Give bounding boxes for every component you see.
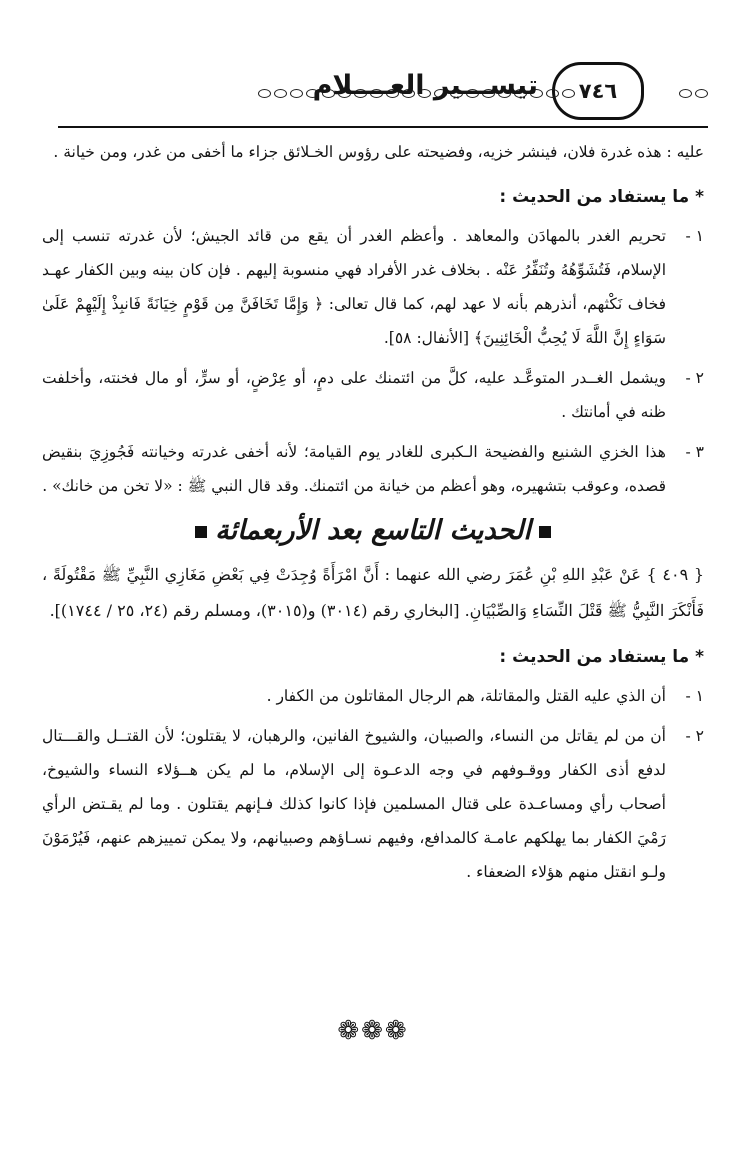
item-number: ٢ - xyxy=(685,727,704,745)
book-title: تيســـير العــــلام xyxy=(312,70,538,101)
section-heading-1: * ما يستفاد من الحديث : xyxy=(499,187,704,207)
page-number: ٧٤٦ xyxy=(578,79,618,103)
item-number: ١ - xyxy=(685,227,704,245)
item-number: ١ - xyxy=(685,687,704,705)
list-item xyxy=(42,219,704,355)
item-number: ٢ - xyxy=(685,369,704,387)
item-text: أن الذي عليه القتل والمقاتلة، هم الرجال المقاتلون من الكفار . xyxy=(266,687,666,705)
header-ornament-right xyxy=(679,89,708,98)
header-rule xyxy=(58,126,708,128)
item-number: ٣ - xyxy=(685,443,704,461)
list-item xyxy=(42,435,704,503)
list-item xyxy=(42,361,704,429)
square-bullet-icon xyxy=(195,526,207,538)
hadith-title-text: الحديث التاسع بعد الأربعمائة xyxy=(215,515,531,546)
item-text: هذا الخزي الشنيع والفضيحة الـكبرى للغادر يوم القيامة؛ لأنه أخفى غدرته وخيانته فَجُوزِيَ بنقيض قصده، وعوقب بتشهيره، وهو أعظم من خيانة من ائتمنك. وقد قال النبي ﷺ : «لا تخن من خانك» . xyxy=(42,443,666,495)
list-item xyxy=(42,719,704,889)
hadith-title xyxy=(42,511,704,551)
page-header xyxy=(58,62,708,128)
list-item xyxy=(42,679,704,713)
flower-ornament-icon: ❁❁❁ xyxy=(337,1016,409,1046)
intro-paragraph: عليه : هذه غدرة فلان، فينشر خزيه، وفضيحته على رؤوس الخـلائق جزاء ما أخفى من غدر، ومن خيانة . xyxy=(53,143,704,161)
square-bullet-icon xyxy=(539,526,551,538)
item-text: تحريم الغدر بالمهادَن والمعاهد . وأعظم الغدر أن يقع من قائد الجيش؛ لأن غدرته تنسب إلى الإسلام، فَتُشَوِّهُهُ وتُنَفِّرُ عَنْه . بخلاف غدر الأفراد فهي منسوبة إليهم . فإن كان بينه وبين الكفار عهـد فخاف نَكْثهم، أنذرهم بأنه لا عهد لهم، كما قال تعالى: ﴿ وَإِمَّا تَخَافَنَّ مِن قَوْمٍ خِيَانَةً فَانبِذْ إِلَيْهِمْ عَلَىٰ سَوَاءٍ إِنَّ اللَّهَ لَا يُحِبُّ الْخَائِنِينَ﴾ [الأنفال: ٥٨]. xyxy=(42,227,666,347)
item-text: ويشمل الغــدر المتوعَّـد عليه، كلَّ من ائتمنك على دمٍ، أو عِرْضٍ، أو سرٍّ، أو مال فخنته، وأخلفت ظنه في أمانتك . xyxy=(42,369,666,421)
hadith-text: { ٤٠٩ } عَنْ عَبْدِ اللهِ بْنِ عُمَرَ رضي الله عنهما : أَنَّ امْرَأَةً وُجِدَتْ فِي بَعْضِ مَغَازِي النَّبِيِّ ﷺ مَقْتُولَةً ، فَأَنْكَرَ النَّبِيُّ ﷺ قَتْلَ النِّسَاءِ وَالصِّبْيَانِ. [البخاري رقم (٣٠١٤) و(٣٠١٥)، ومسلم رقم (٢٤، ٢٥ / ١٧٤٤)]. xyxy=(42,565,705,620)
item-text: أن من لم يقاتل من النساء، والصبيان، والشيوخ الفانين، والرهبان، لا يقتلون؛ لأن القتــل والقـــتال لدفع أذى الكفار ووقـوفهم في وجه الدعـوة إلى الإسلام، ما لم يكن هــؤلاء النساء والشيوخ، أصحاب رأي ومساعـدة على قتال المسلمين فإذا كانوا كذلك فـإنهم يقتلون . وما لم يقـتض الرأي رَمْيَ الكفار بما يهلكهم عامـة كالمدافع، وفيهم نسـاؤهم وصبيانهم، ولا يمكن تمييزهم عنهم، فَيُرْمَوْنَ ولـو انقتل منهم هؤلاء الضعفاء . xyxy=(42,727,666,881)
page-content xyxy=(42,135,704,895)
section-heading-2: * ما يستفاد من الحديث : xyxy=(499,647,704,667)
